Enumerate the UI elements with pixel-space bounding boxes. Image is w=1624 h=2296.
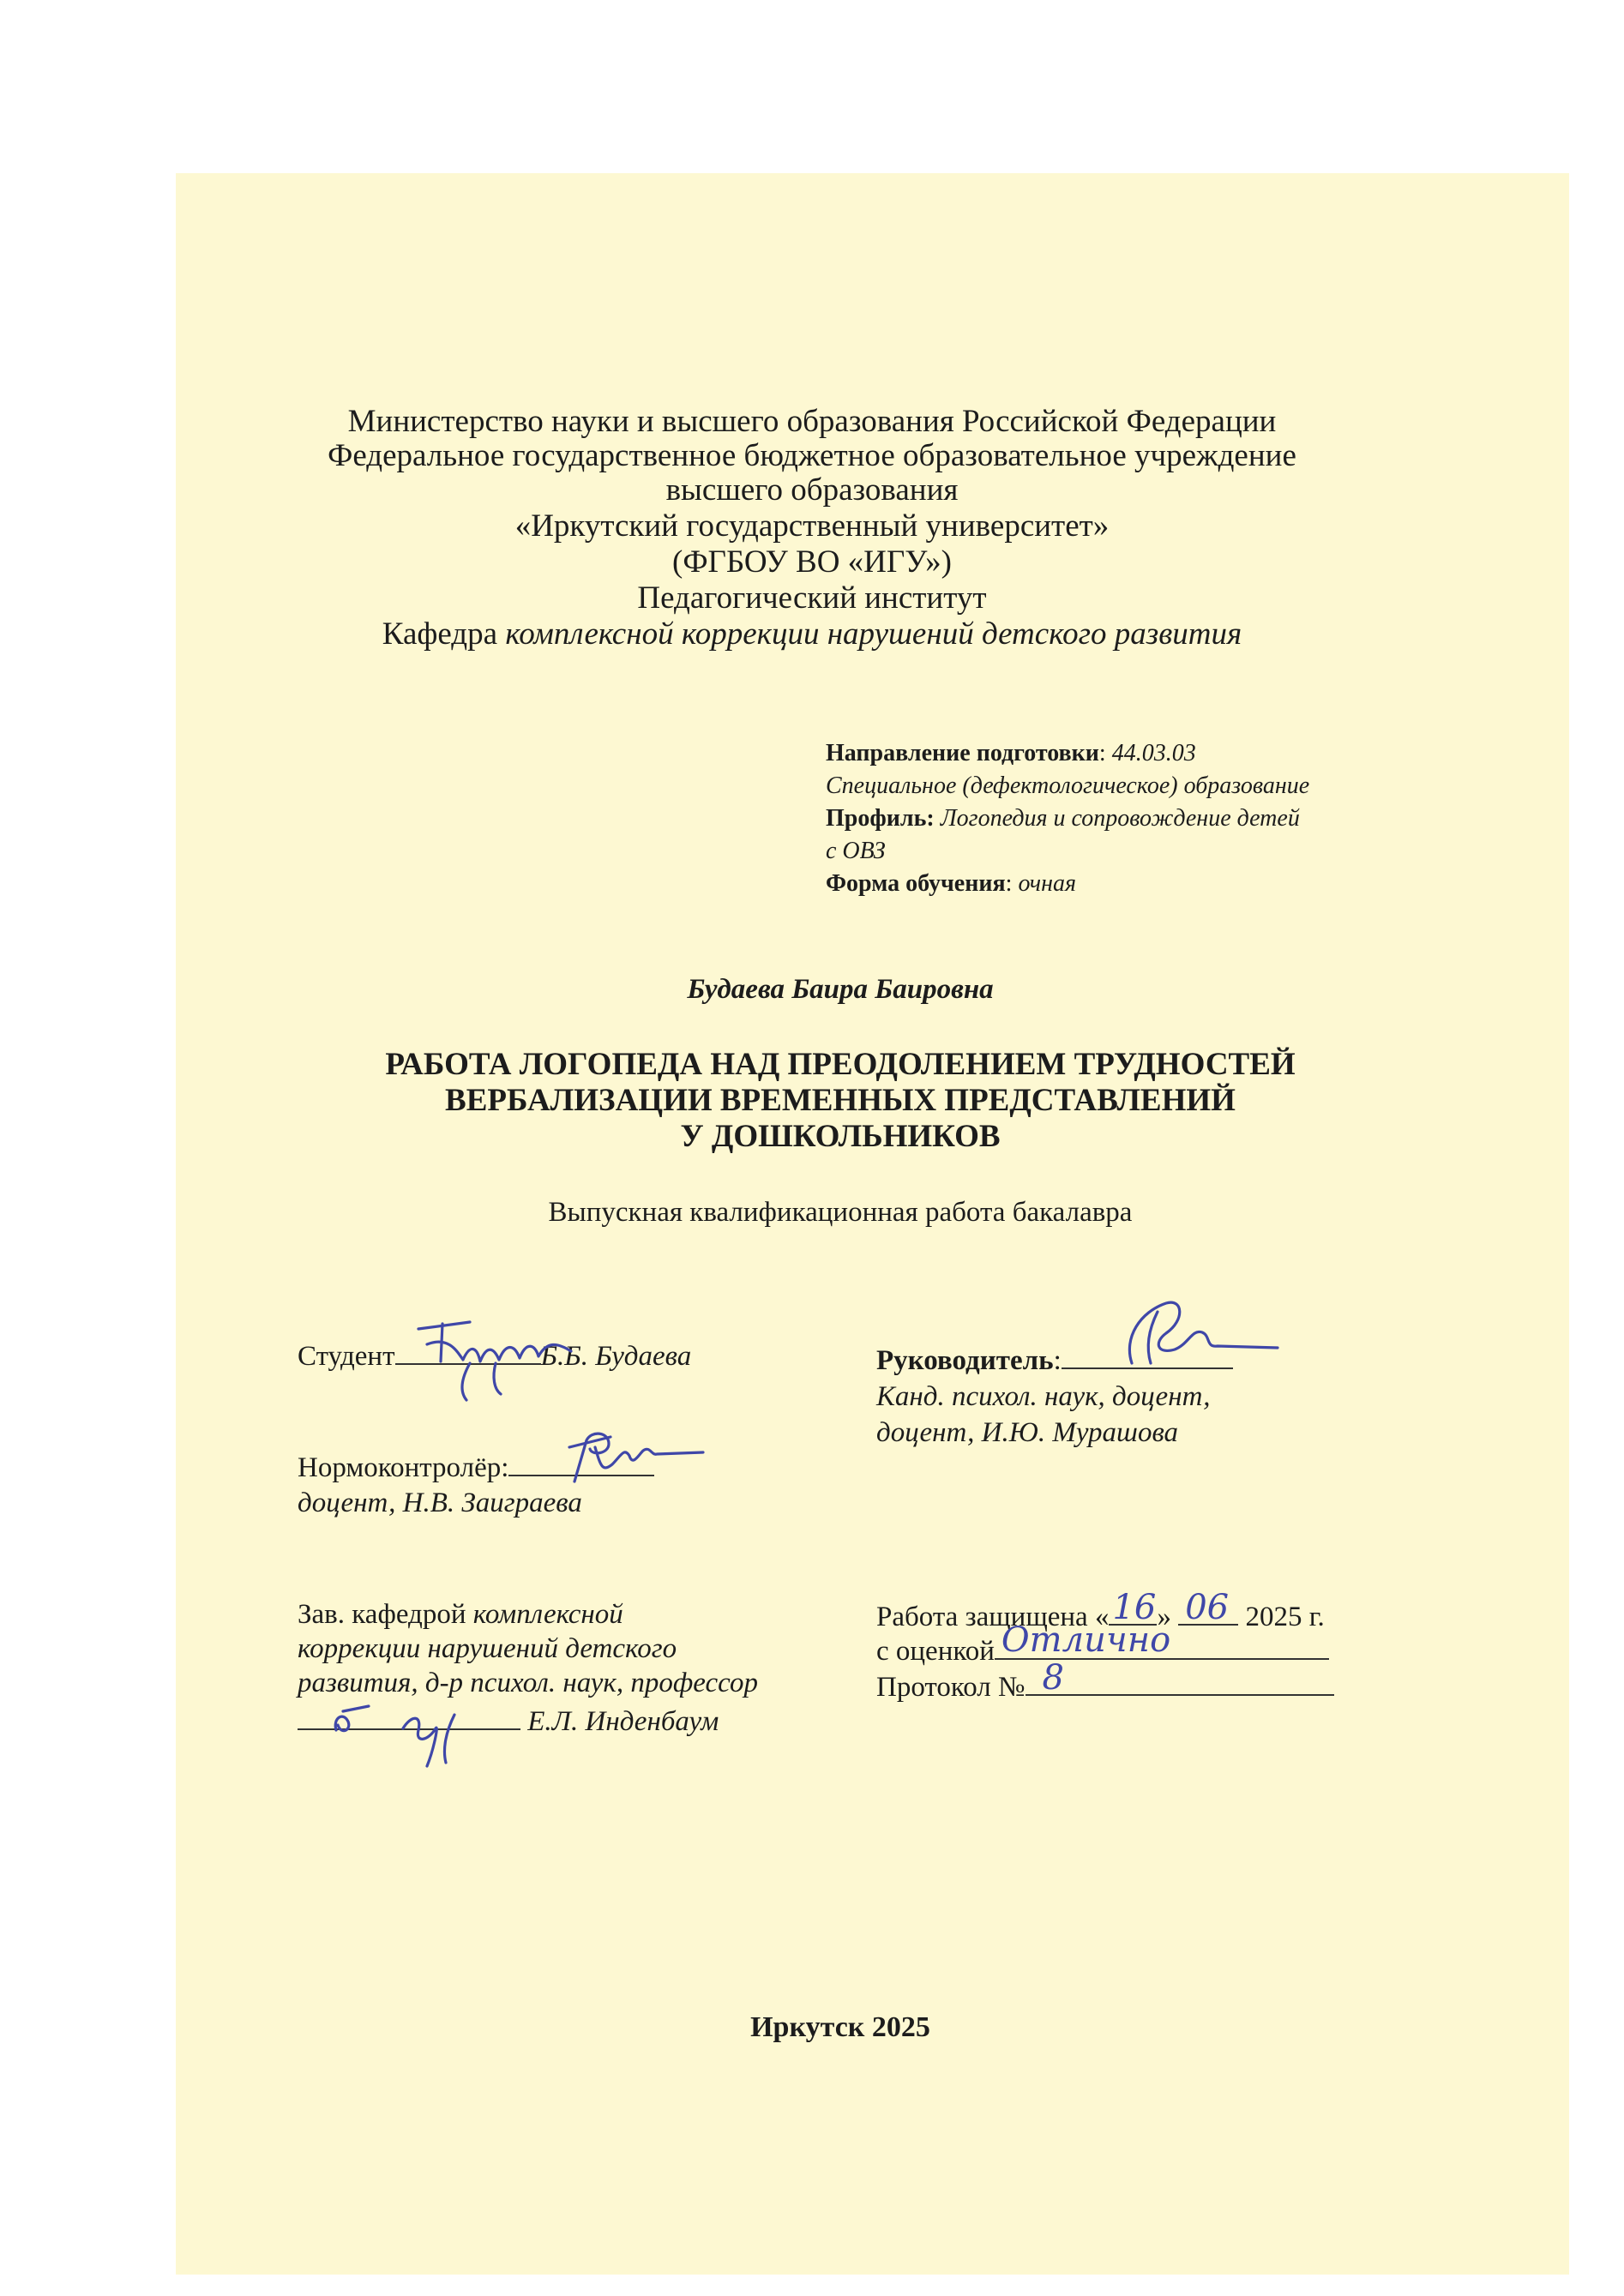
protocol-number: 8 [1042, 1658, 1064, 1698]
profile-line [826, 804, 1300, 833]
institute-name: Педагогический институт [637, 580, 987, 616]
institution-line: Федеральное государственное бюджетное образовательное учреждение [328, 438, 1296, 473]
defense-label: Работа защищена « [876, 1602, 1110, 1632]
head-dept-part2: коррекции нарушений детского [298, 1633, 677, 1664]
thesis-title-line2: ВЕРБАЛИЗАЦИИ ВРЕМЕННЫХ ПРЕДСТАВЛЕНИЙ [445, 1083, 1236, 1118]
author-name: Будаева Баира Баировна [687, 974, 994, 1005]
defense-month: 06 [1185, 1588, 1230, 1627]
thesis-title-line1: РАБОТА ЛОГОПЕДА НАД ПРЕОДОЛЕНИЕМ ТРУДНОСТЕЙ [385, 1047, 1296, 1082]
study-form-line: Форма обучения: очная [826, 870, 1076, 897]
direction-label: Направление подготовки [826, 740, 1099, 766]
protocol-blank [1026, 1658, 1334, 1698]
normcontrol-label: Нормоконтролёр: [298, 1452, 509, 1483]
head-dept-part1: комплексной [472, 1599, 623, 1630]
defense-year: 2025 г. [1245, 1602, 1325, 1632]
head-line1 [298, 1598, 623, 1631]
defense-day: 16 [1112, 1588, 1157, 1627]
ministry-line: Министерство науки и высшего образования Российской Федерации [347, 404, 1277, 439]
city-year: Иркутск 2025 [750, 2011, 930, 2043]
defense-line: Работа защищена « 16 » 06 2025 г. [876, 1588, 1325, 1632]
department-name: комплексной коррекции нарушений детского развития [505, 616, 1242, 652]
protocol-line [876, 1658, 1334, 1704]
normcontrol-signature [557, 1421, 712, 1490]
defense-month-blank [1178, 1588, 1238, 1627]
study-form-value: очная [1018, 870, 1076, 897]
university-name: «Иркутский государственный университет» [514, 508, 1110, 544]
student-signature [410, 1310, 581, 1404]
profile-value: Логопедия и сопровождение детей [940, 805, 1300, 832]
grade-blank [995, 1620, 1329, 1660]
head-dept-part3: развития, д-р психол. наук, профессор [298, 1668, 758, 1698]
supervisor-name: доцент, И.Ю. Мурашова [876, 1417, 1179, 1448]
supervisor-label: Руководитель [876, 1345, 1054, 1376]
student-label: Студент [298, 1341, 395, 1372]
direction-code: 44.03.03 [1111, 740, 1196, 766]
university-abbr: (ФГБОУ ВО «ИГУ») [672, 544, 952, 580]
head-name: Е.Л. Инденбаум [527, 1706, 719, 1737]
direction-line: Направление подготовки: 44.03.03 [826, 740, 1196, 766]
normcontrol-name: доцент, Н.В. Заиграева [298, 1488, 582, 1518]
grade-value: Отлично [1001, 1620, 1171, 1660]
protocol-label: Протокол № [876, 1672, 1026, 1703]
profile-value-cont: с ОВЗ [826, 838, 886, 864]
grade-line [876, 1620, 1329, 1668]
education-level-line: высшего образования [665, 472, 959, 508]
work-type: Выпускная квалификационная работа бакалавра [548, 1197, 1133, 1228]
supervisor-line: Руководитель: [876, 1342, 1233, 1377]
study-form-label: Форма обучения [826, 870, 1006, 897]
head-label: Зав. кафедрой [298, 1599, 466, 1630]
head-signature [317, 1680, 523, 1775]
supervisor-title: Канд. психол. наук, доцент, [876, 1381, 1211, 1412]
direction-name: Специальное (дефектологическое) образование [826, 772, 1310, 799]
thesis-title-line3: У ДОШКОЛЬНИКОВ [680, 1119, 1001, 1154]
supervisor-signature [1106, 1286, 1295, 1380]
profile-label: Профиль: [826, 805, 935, 832]
department-label: Кафедра [382, 616, 498, 652]
grade-label: с оценкой [876, 1636, 995, 1667]
student-name: Б.Б. Будаева [540, 1341, 692, 1372]
department-line [0, 617, 1624, 652]
